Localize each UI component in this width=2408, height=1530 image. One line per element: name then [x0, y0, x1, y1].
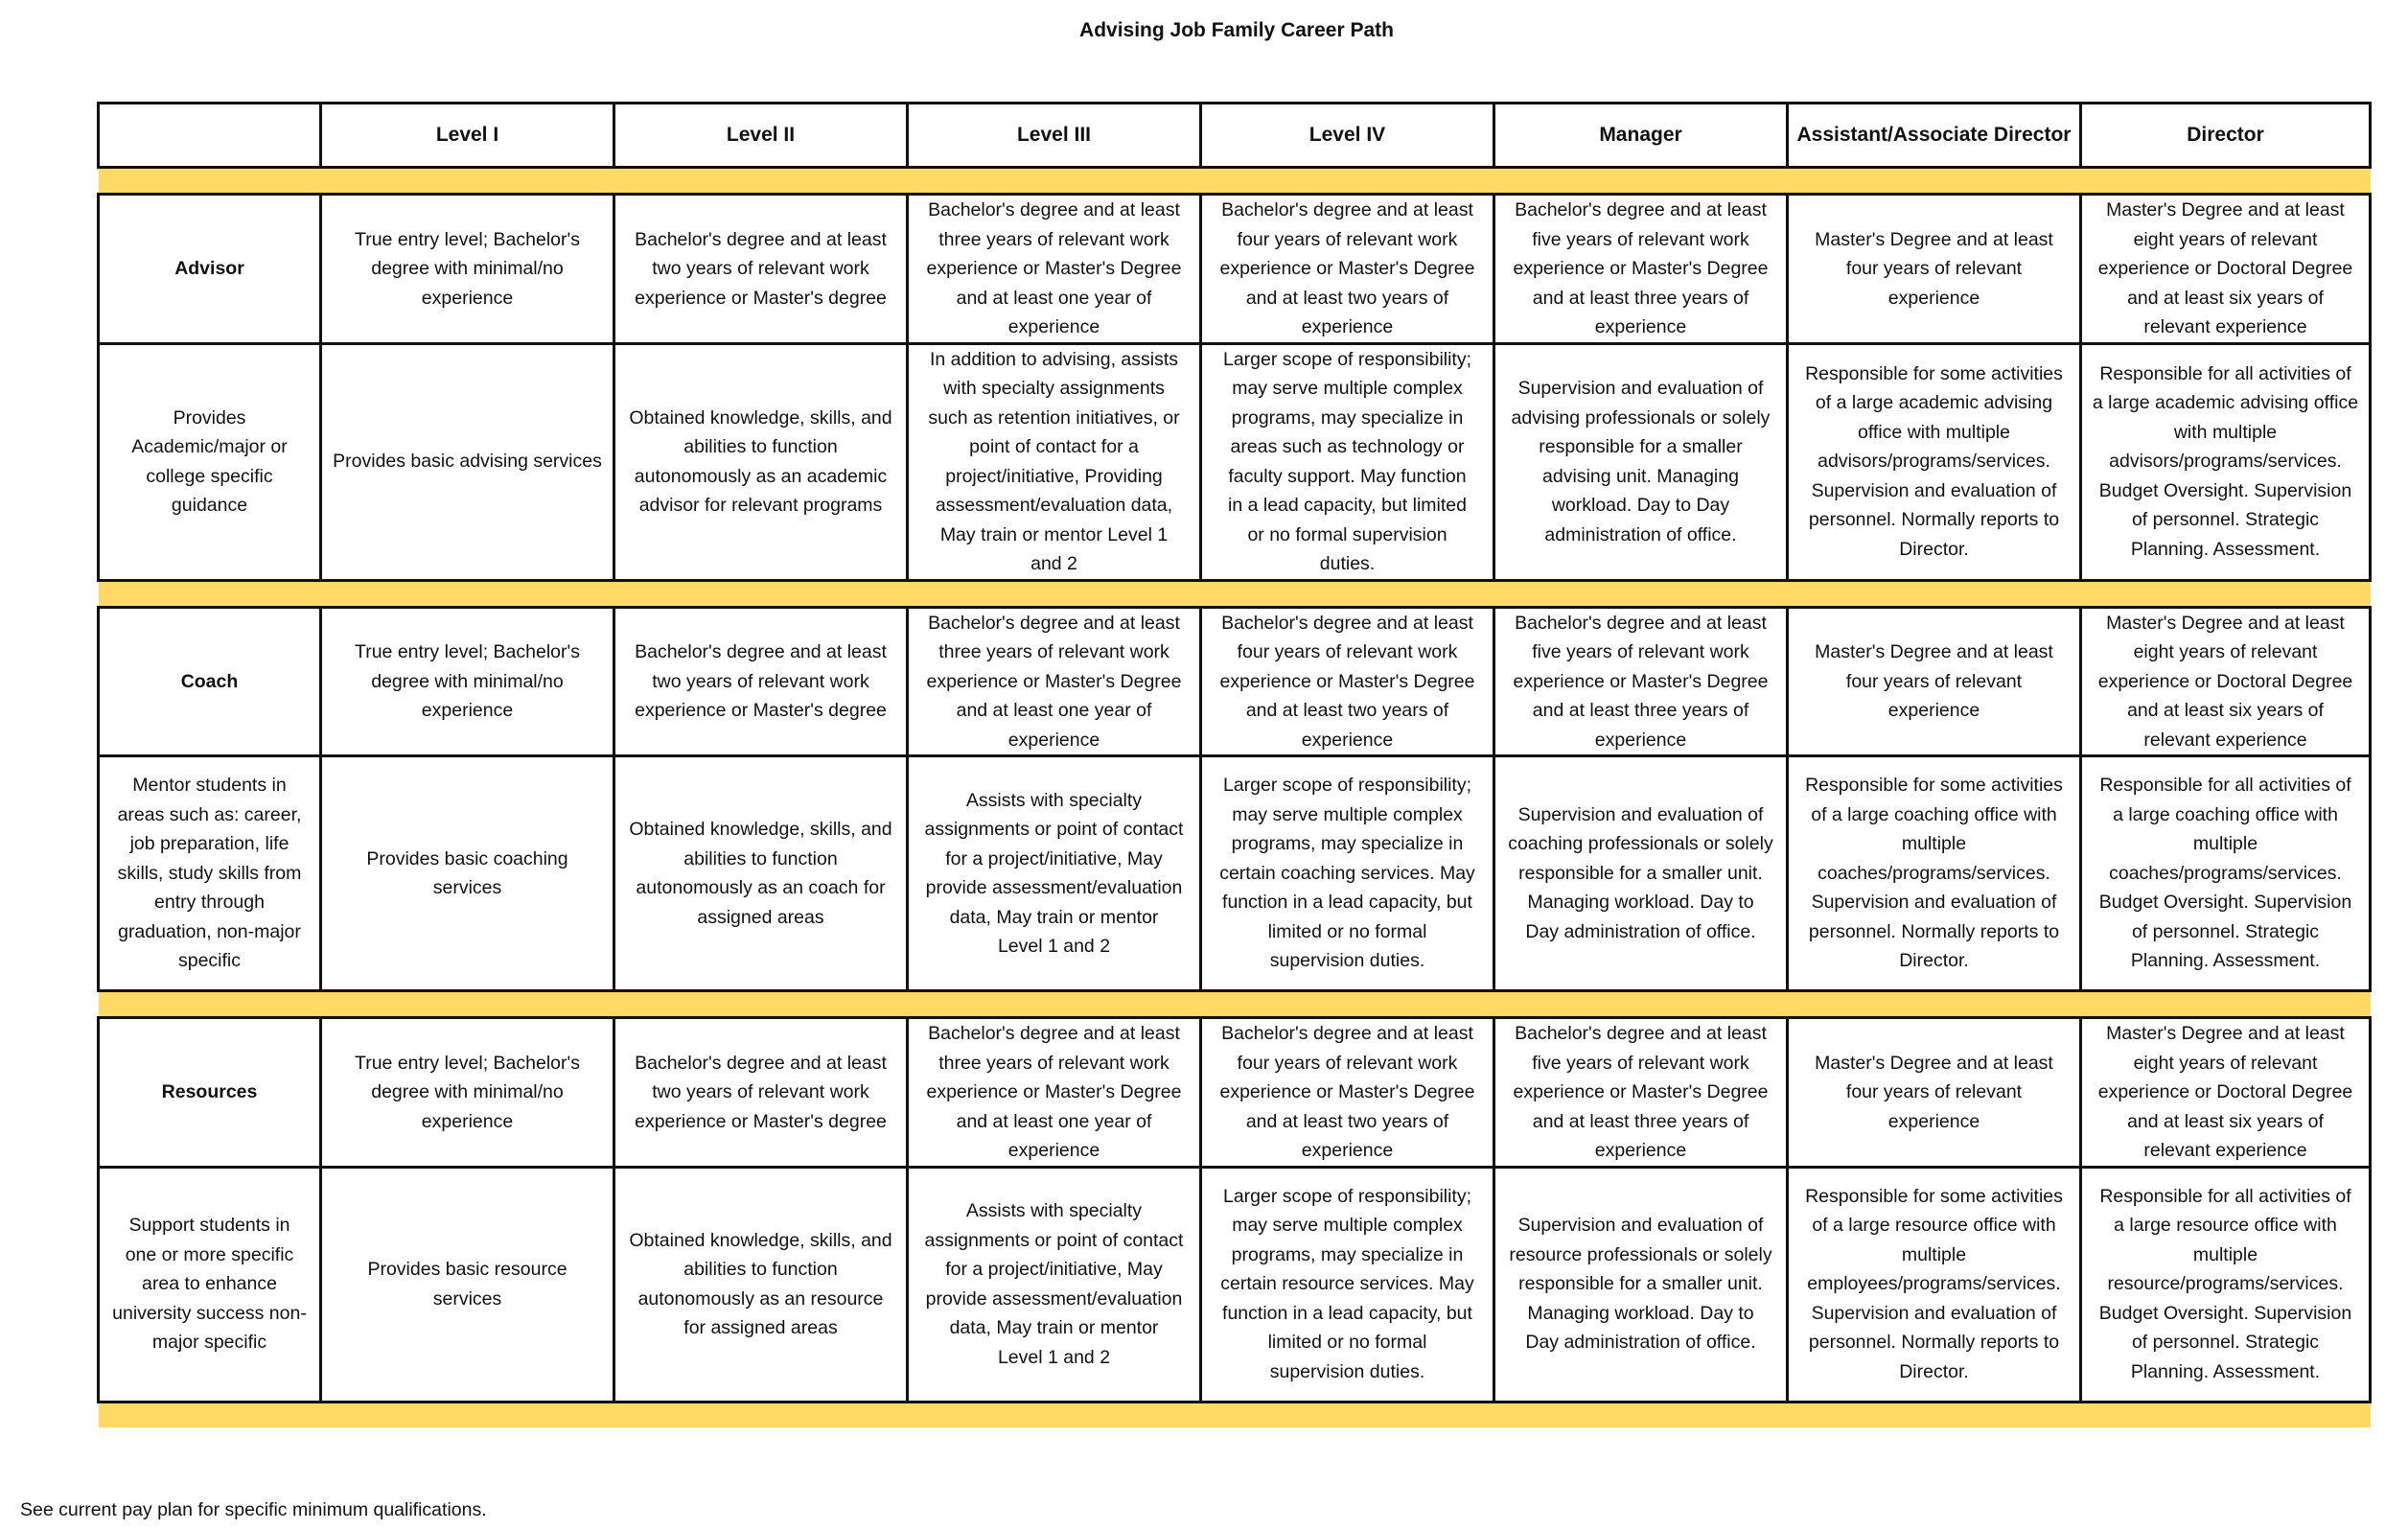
duty-cell: Obtained knowledge, skills, and abilities to function autonomously as an academic advisor for relevant programs: [614, 343, 908, 580]
duty-cell: Assists with specialty assignments or point of contact for a project/initiative, May provide assessment/evaluation data, May train or mentor Level 1 and 2: [908, 1167, 1201, 1402]
duty-cell: Responsible for all activities of a large academic advising office with multiple advisors/programs/services. Budget Oversight. Supervision of personnel. Strategic Planning. Assessment.: [2081, 343, 2371, 580]
career-path-table: [97, 102, 2372, 1427]
header-blank-cell: [99, 104, 321, 168]
qualification-cell: Bachelor's degree and at least two years of relevant work experience or Master's degree: [614, 195, 908, 344]
qualification-cell: Bachelor's degree and at least four years of relevant work experience or Master's Degree and at least two years of experience: [1201, 607, 1494, 756]
qualification-cell: Master's Degree and at least eight years of relevant experience or Doctoral Degree and at least six years of relevant experience: [2081, 195, 2371, 344]
footer-note: See current pay plan for specific minimum qualifications.: [20, 1499, 487, 1520]
qualification-cell: Bachelor's degree and at least five years of relevant work experience or Master's Degree and at least three years of experience: [1494, 607, 1788, 756]
duty-cell: Responsible for all activities of a large coaching office with multiple coaches/programs/services. Budget Oversight. Supervision of personnel. Strategic Planning. Assessment.: [2081, 756, 2371, 991]
duty-cell: Supervision and evaluation of advising professionals or solely responsible for a smaller advising unit. Managing workload. Day to Day administration of office.: [1494, 343, 1788, 580]
qualification-cell: Bachelor's degree and at least five years of relevant work experience or Master's Degree and at least three years of experience: [1494, 1018, 1788, 1168]
qualification-cell: True entry level; Bachelor's degree with minimal/no experience: [321, 195, 614, 344]
resources-duties-row: [99, 1167, 2371, 1402]
header-assistant-director: Assistant/Associate Director: [1788, 104, 2081, 168]
qualification-cell: Bachelor's degree and at least three years of relevant work experience or Master's Degree and at least one year of experience: [908, 1018, 1201, 1168]
resources-qualifications-row: [99, 1018, 2371, 1168]
qualification-cell: Master's Degree and at least four years of relevant experience: [1788, 607, 2081, 756]
qualification-cell: True entry level; Bachelor's degree with minimal/no experience: [321, 1018, 614, 1168]
band-divider: [99, 168, 2371, 195]
page-title: Advising Job Family Career Path: [1079, 19, 1394, 41]
advisor-duties-row: [99, 343, 2371, 580]
header-director: Director: [2081, 104, 2371, 168]
qualification-cell: Master's Degree and at least eight years of relevant experience or Doctoral Degree and at least six years of relevant experience: [2081, 607, 2371, 756]
duty-cell: Larger scope of responsibility; may serve multiple complex programs, may specialize in certain coaching services. May function in a lead capacity, but limited or no formal supervision duties.: [1201, 756, 1494, 991]
duty-cell: Responsible for some activities of a large academic advising office with multiple advisors/programs/services. Supervision and evaluation of personnel. Normally reports to Director.: [1788, 343, 2081, 580]
band-divider: [99, 1402, 2371, 1427]
qualification-cell: Bachelor's degree and at least two years of relevant work experience or Master's degree: [614, 1018, 908, 1168]
band-divider: [99, 580, 2371, 607]
qualification-cell: Bachelor's degree and at least three years of relevant work experience or Master's Degree and at least one year of experience: [908, 195, 1201, 344]
duty-cell: Obtained knowledge, skills, and abilities to function autonomously as an resource for assigned areas: [614, 1167, 908, 1402]
duty-cell: Larger scope of responsibility; may serve multiple complex programs, may specialize in certain resource services. May function in a lead capacity, but limited or no formal supervision duties.: [1201, 1167, 1494, 1402]
duty-cell: Supervision and evaluation of coaching professionals or solely responsible for a smaller unit. Managing workload. Day to Day administration of office.: [1494, 756, 1788, 991]
header-level-2: Level II: [614, 104, 908, 168]
qualification-cell: Bachelor's degree and at least four years of relevant work experience or Master's Degree and at least two years of experience: [1201, 1018, 1494, 1168]
coach-qualifications-row: [99, 607, 2371, 756]
role-name-advisor: Advisor: [99, 195, 321, 344]
qualification-cell: Master's Degree and at least eight years of relevant experience or Doctoral Degree and at least six years of relevant experience: [2081, 1018, 2371, 1168]
duty-cell: Provides basic coaching services: [321, 756, 614, 991]
band-divider: [99, 991, 2371, 1018]
duty-cell: Supervision and evaluation of resource professionals or solely responsible for a smaller unit. Managing workload. Day to Day administration of office.: [1494, 1167, 1788, 1402]
qualification-cell: Bachelor's degree and at least four years of relevant work experience or Master's Degree and at least two years of experience: [1201, 195, 1494, 344]
header-level-3: Level III: [908, 104, 1201, 168]
qualification-cell: Master's Degree and at least four years of relevant experience: [1788, 195, 2081, 344]
advisor-qualifications-row: [99, 195, 2371, 344]
header-level-1: Level I: [321, 104, 614, 168]
qualification-cell: Master's Degree and at least four years of relevant experience: [1788, 1018, 2081, 1168]
role-description-advisor: Provides Academic/major or college specific guidance: [99, 343, 321, 580]
header-row: [99, 104, 2371, 168]
role-name-resources: Resources: [99, 1018, 321, 1168]
duty-cell: Responsible for some activities of a large coaching office with multiple coaches/programs/services. Supervision and evaluation of personnel. Normally reports to Director.: [1788, 756, 2081, 991]
duty-cell: Provides basic advising services: [321, 343, 614, 580]
coach-duties-row: [99, 756, 2371, 991]
duty-cell: Assists with specialty assignments or point of contact for a project/initiative, May provide assessment/evaluation data, May train or mentor Level 1 and 2: [908, 756, 1201, 991]
qualification-cell: Bachelor's degree and at least two years of relevant work experience or Master's degree: [614, 607, 908, 756]
header-manager: Manager: [1494, 104, 1788, 168]
duty-cell: In addition to advising, assists with specialty assignments such as retention initiatives, or point of contact for a project/initiative, Providing assessment/evaluation data, May train or mentor Level 1 and 2: [908, 343, 1201, 580]
duty-cell: Obtained knowledge, skills, and abilities to function autonomously as an coach for assigned areas: [614, 756, 908, 991]
qualification-cell: Bachelor's degree and at least three years of relevant work experience or Master's Degree and at least one year of experience: [908, 607, 1201, 756]
role-description-coach: Mentor students in areas such as: career, job preparation, life skills, study skills from entry through graduation, non-major specific: [99, 756, 321, 991]
duty-cell: Responsible for all activities of a large resource office with multiple resource/programs/services. Budget Oversight. Supervision of personnel. Strategic Planning. Assessment.: [2081, 1167, 2371, 1402]
header-level-4: Level IV: [1201, 104, 1494, 168]
duty-cell: Provides basic resource services: [321, 1167, 614, 1402]
duty-cell: Larger scope of responsibility; may serve multiple complex programs, may specialize in areas such as technology or faculty support. May function in a lead capacity, but limited or no formal supervision duties.: [1201, 343, 1494, 580]
role-name-coach: Coach: [99, 607, 321, 756]
duty-cell: Responsible for some activities of a large resource office with multiple employees/programs/services. Supervision and evaluation of personnel. Normally reports to Director.: [1788, 1167, 2081, 1402]
qualification-cell: True entry level; Bachelor's degree with minimal/no experience: [321, 607, 614, 756]
role-description-resources: Support students in one or more specific area to enhance university success non- major specific: [99, 1167, 321, 1402]
qualification-cell: Bachelor's degree and at least five years of relevant work experience or Master's Degree and at least three years of experience: [1494, 195, 1788, 344]
